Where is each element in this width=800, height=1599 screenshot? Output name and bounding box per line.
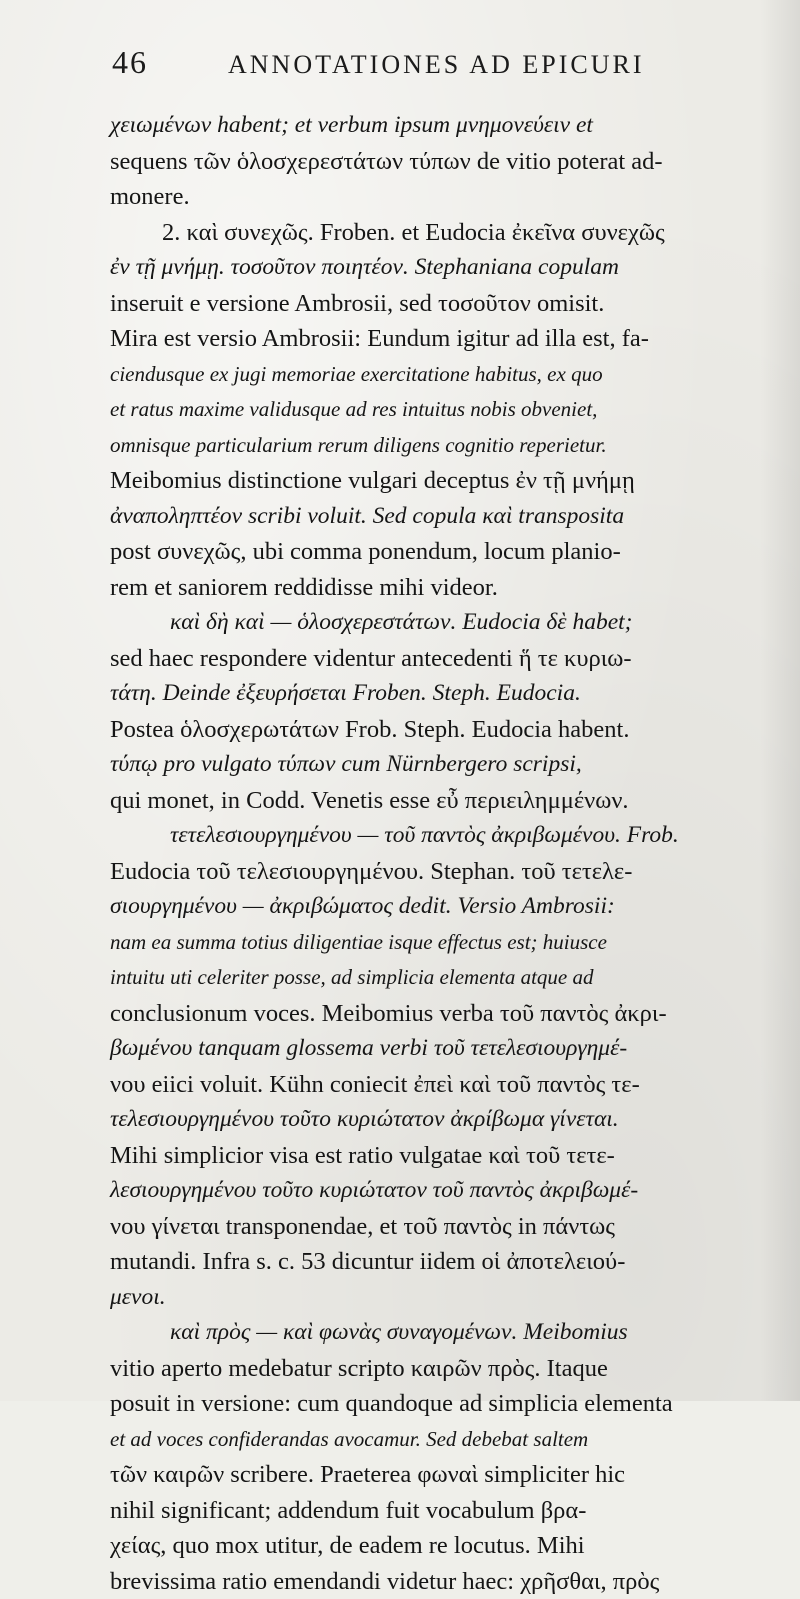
text-line: ἀναποληπτέον scribi voluit. Sed copula καὶ transposita <box>110 499 800 535</box>
text-line: mutandi. Infra s. c. 53 dicuntur iidem οἱ ἀποτελειού- <box>110 1244 800 1280</box>
text-line: τάτη. Deinde ἐξευρήσεται Froben. Steph. Eudocia. <box>110 676 800 712</box>
text-line: sequens τῶν ὁλοσχερεστάτων τύπων de vitio poterat ad- <box>110 144 800 180</box>
text-line: τελεσιουργημένου τοῦτο κυριώτατον ἀκρίβωμα γίνεται. <box>110 1102 800 1138</box>
text-line: μενοι. <box>110 1280 800 1316</box>
text-line: 2. καὶ συνεχῶς. Froben. et Eudocia ἐκεῖνα συνεχῶς <box>110 215 800 251</box>
text-line: nam ea summa totius diligentiae isque effectus est; huiusce <box>110 925 800 961</box>
text-line: Eudocia τοῦ τελεσιουργημένου. Stephan. τοῦ τετελε- <box>110 854 800 890</box>
text-line: et ad voces confiderandas avocamur. Sed debebat saltem <box>110 1422 800 1458</box>
text-line: rem et saniorem reddidisse mihi videor. <box>110 570 800 606</box>
text-line: ἐν τῇ μνήμῃ. τοσοῦτον ποιητέον. Stephaniana copulam <box>110 250 800 286</box>
text-line: τετελεσιουργημένου — τοῦ παντὸς ἀκριβωμένου. Frob. <box>110 818 800 854</box>
text-line: posuit in versione: cum quandoque ad simplicia elementa <box>110 1386 800 1422</box>
text-line: βωμένου tanquam glossema verbi τοῦ τετελεσιουργημέ- <box>110 1031 800 1067</box>
text-line: νου eiici voluit. Kühn coniecit ἐπεὶ καὶ τοῦ παντὸς τε- <box>110 1067 800 1103</box>
text-line: καὶ πρὸς — καὶ φωνὰς συναγομένων. Meibomius <box>110 1315 800 1351</box>
text-line: qui monet, in Codd. Venetis esse εὖ περιειλημμένων. <box>110 783 800 819</box>
text-line: conclusionum voces. Meibomius verba τοῦ παντὸς ἀκρι- <box>110 996 800 1032</box>
text-line: τῶν καιρῶν scribere. Praeterea φωναὶ simpliciter hic <box>110 1457 800 1493</box>
text-line: Mihi simplicior visa est ratio vulgatae καὶ τοῦ τετε- <box>110 1138 800 1174</box>
text-line: χειωμένων habent; et verbum ipsum μνημονεύειν et <box>110 108 800 144</box>
text-line: Postea ὁλοσχερωτάτων Frob. Steph. Eudocia habent. <box>110 712 800 748</box>
text-line: post συνεχῶς, ubi comma ponendum, locum planio- <box>110 534 800 570</box>
text-line: inseruit e versione Ambrosii, sed τοσοῦτον omisit. <box>110 286 800 322</box>
text-line: et ratus maxime validusque ad res intuitus nobis obveniet, <box>110 392 800 428</box>
annotation-body <box>110 108 800 1599</box>
running-title: ANNOTATIONES AD EPICURI <box>228 50 644 80</box>
text-line: καὶ δὴ καὶ — ὁλοσχερεστάτων. Eudocia δὲ habet; <box>110 605 800 641</box>
text-line: χείας, quo mox utitur, de eadem re locutus. Mihi <box>110 1528 800 1564</box>
page-number: 46 <box>112 44 148 81</box>
text-line: ciendusque ex jugi memoriae exercitatione habitus, ex quo <box>110 357 800 393</box>
page-edge-shadow <box>760 0 800 1401</box>
text-line: νου γίνεται transponendae, et τοῦ παντὸς in πάντως <box>110 1209 800 1245</box>
text-line: vitio aperto medebatur scripto καιρῶν πρὸς. Itaque <box>110 1351 800 1387</box>
text-line: sed haec respondere videntur antecedenti ἥ τε κυριω- <box>110 641 800 677</box>
text-line: σιουργημένου — ἀκριβώματος dedit. Versio Ambrosii: <box>110 889 800 925</box>
text-line: brevissima ratio emendandi videtur haec: χρῆσθαι, πρὸς <box>110 1564 800 1599</box>
text-line: nihil significant; addendum fuit vocabulum βρα- <box>110 1493 800 1529</box>
text-line: τύπῳ pro vulgato τύπων cum Nürnbergero scripsi, <box>110 747 800 783</box>
text-line: intuitu uti celeriter posse, ad simplicia elementa atque ad <box>110 960 800 996</box>
text-line: Mira est versio Ambrosii: Eundum igitur ad illa est, fa- <box>110 321 800 357</box>
text-line: omnisque particularium rerum diligens cognitio reperietur. <box>110 428 800 464</box>
text-line: monere. <box>110 179 800 215</box>
text-line: Meibomius distinctione vulgari deceptus ἐν τῇ μνήμῃ <box>110 463 800 499</box>
text-line: λεσιουργημένου τοῦτο κυριώτατον τοῦ παντὸς ἀκριβωμέ- <box>110 1173 800 1209</box>
running-head <box>112 44 772 88</box>
